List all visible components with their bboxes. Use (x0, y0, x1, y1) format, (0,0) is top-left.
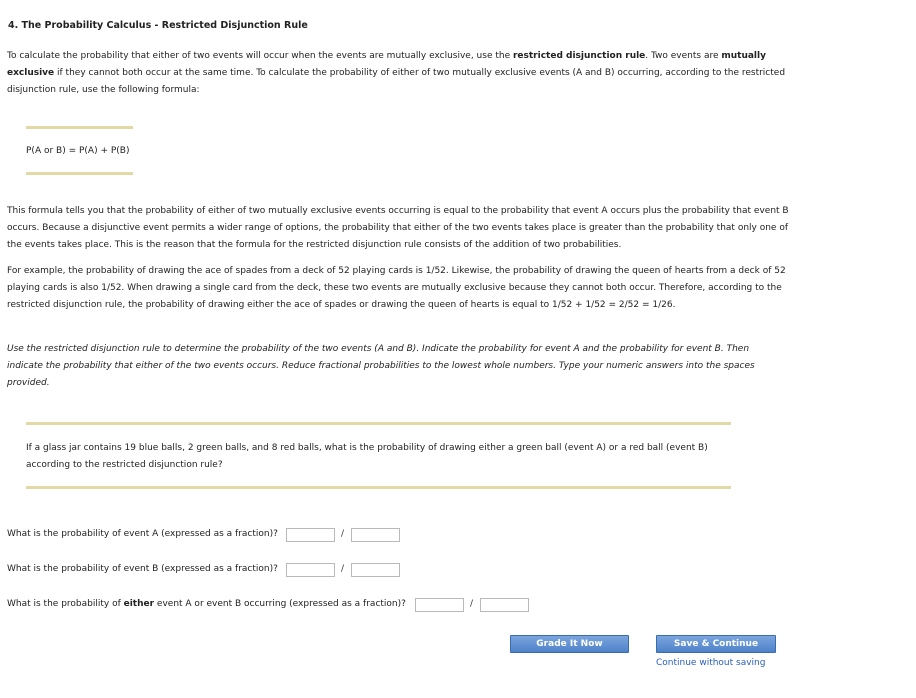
question-either-event (7, 599, 406, 609)
grade-it-now-button[interactable]: Grade It Now (510, 635, 629, 653)
event-a-numerator-input[interactable] (286, 528, 335, 542)
continue-without-saving-link[interactable]: Continue without saving (656, 658, 766, 668)
either-denominator-input[interactable] (480, 598, 529, 612)
save-continue-button[interactable]: Save & Continue (656, 635, 776, 653)
formula-top-rule (26, 126, 133, 129)
intro-text-2: . Two events are (645, 51, 722, 61)
fraction-slash: / (470, 599, 474, 609)
intro-paragraph (7, 48, 792, 99)
question-either-text-1: What is the probability of (7, 599, 124, 609)
intro-bold-term-1: restricted disjunction rule (512, 51, 646, 61)
instructions-paragraph: Use the restricted disjunction rule to determine the probability of the two events (A and B). Indicate the probability for event A and the probability for event B. Then indicate the probability that either of the two events occurs. Reduce fractional probabilities to the lowest whole numbers. Type your numeric answers into the spaces provided. (7, 344, 755, 388)
problem-top-rule (26, 422, 731, 425)
problem-statement: If a glass jar contains 19 blue balls, 2 green balls, and 8 red balls, what is the probability of drawing either a green ball (event A) or a red ball (event B) according to the restricted disjunction rule? (26, 443, 708, 470)
fraction-slash: / (341, 564, 345, 574)
intro-text-3: if they cannot both occur at the same time. To calculate the probability of either of two mutually exclusive events (A and B) occurring, according to the restricted disjunction rule, use the following formula: (7, 68, 786, 95)
fraction-slash: / (341, 529, 345, 539)
event-b-numerator-input[interactable] (286, 563, 335, 577)
question-either-bold: either (123, 599, 155, 609)
formula: P(A or B) = P(A) + P(B) (26, 146, 130, 156)
event-a-denominator-input[interactable] (351, 528, 400, 542)
intro-text-1: To calculate the probability that either of two events will occur when the events are mutually exclusive, use the (7, 51, 513, 61)
either-numerator-input[interactable] (415, 598, 464, 612)
question-event-a: What is the probability of event A (expressed as a fraction)? (7, 529, 278, 539)
event-b-denominator-input[interactable] (351, 563, 400, 577)
formula-bottom-rule (26, 172, 133, 175)
question-event-b: What is the probability of event B (expressed as a fraction)? (7, 564, 278, 574)
problem-bottom-rule (26, 486, 731, 489)
example-paragraph: For example, the probability of drawing the ace of spades from a deck of 52 playing cards is 1/52. Likewise, the probability of drawing the queen of hearts from a deck of 52 playing cards is also 1/52. When drawing a single card from the deck, these two events are mutually exclusive because they cannot both occur. Therefore, according to the restricted disjunction rule, the probability of drawing either the ace of spades or drawing the queen of hearts is equal to 1/52 + 1/52 = 2/52 = 1/26. (7, 266, 786, 310)
question-either-text-2: event A or event B occurring (expressed as a fraction)? (154, 599, 406, 609)
intro-bold-term-2: mutually exclusive (7, 51, 766, 78)
page-title: 4. The Probability Calculus - Restricted Disjunction Rule (8, 20, 308, 31)
explanation-paragraph: This formula tells you that the probability of either of two mutually exclusive events occurring is equal to the probability that event A occurs plus the probability that event B occurs. Because a disjunctive event permits a wider range of options, the probability that either of the two events takes place is greater than the probability that only one of the events takes place. This is the reason that the formula for the restricted disjunction rule consists of the addition of two probabilities. (7, 206, 789, 250)
